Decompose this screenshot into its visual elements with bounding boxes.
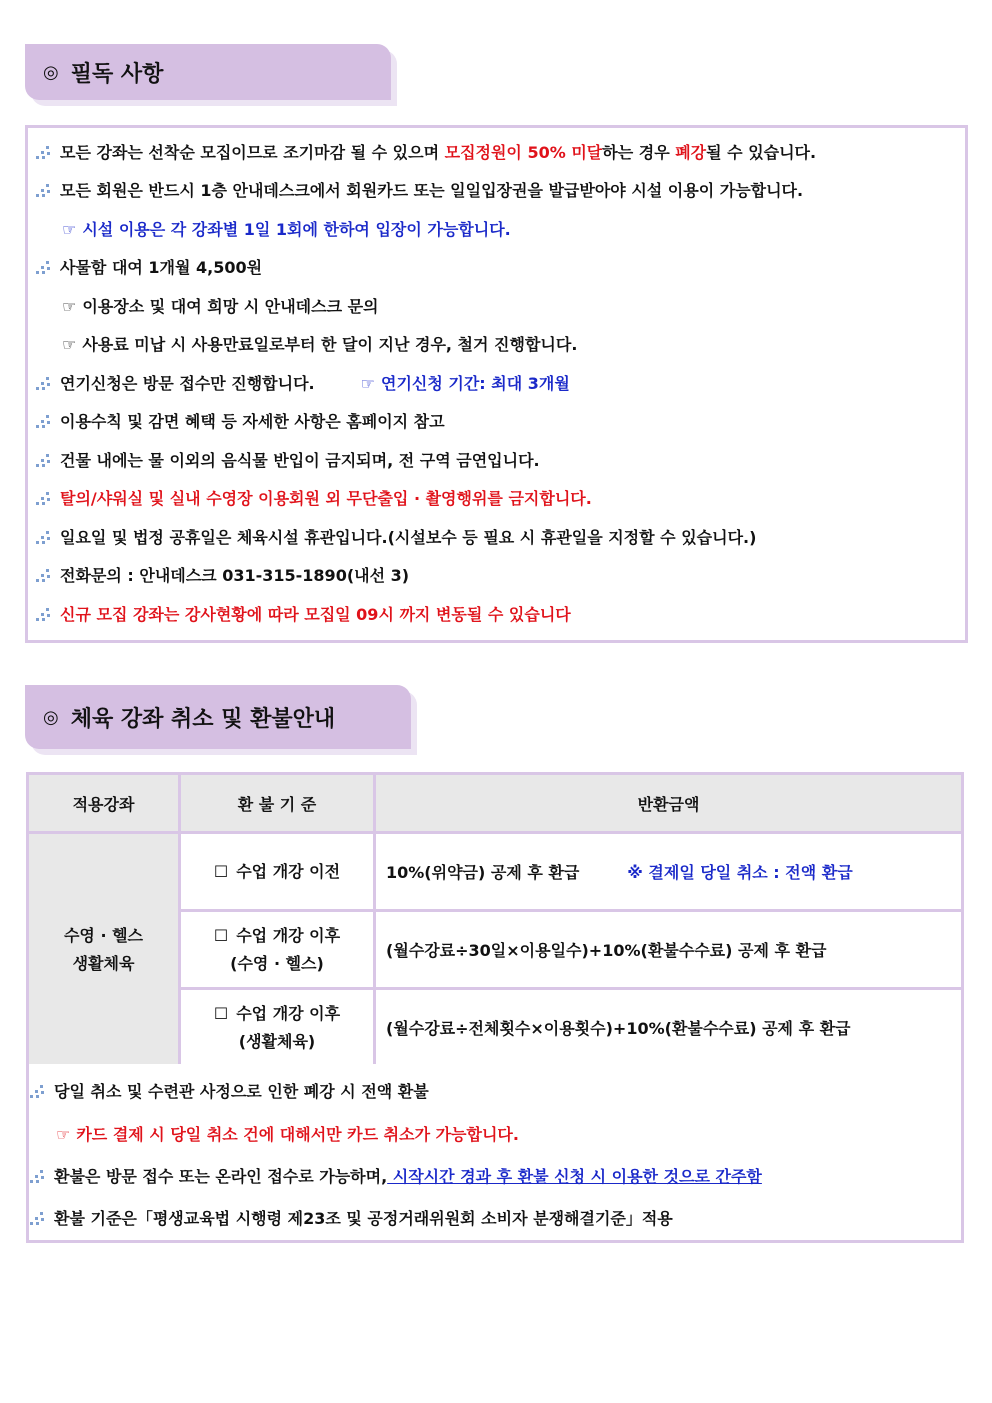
- dots-bullet-icon: [36, 568, 52, 582]
- section-title: 체육 강좌 취소 및 환불안내: [70, 706, 336, 732]
- refund-table: [26, 772, 964, 1068]
- list-item: 당일 취소 및 수련관 사정으로 인한 폐강 시 전액 환불: [30, 1082, 982, 1102]
- column-header: 적용강좌: [28, 774, 180, 833]
- dots-bullet-icon: [30, 1169, 46, 1183]
- table-row: [28, 833, 963, 911]
- checkbox-icon: ☐: [213, 861, 229, 881]
- note-text: ※ 결제일 당일 취소 : 전액 환급: [627, 863, 853, 882]
- table-header-row: [28, 774, 963, 833]
- checkbox-icon: ☐: [213, 925, 229, 945]
- list-subitem: ☞ 사용료 미납 시 사용만료일로부터 한 달이 지난 경우, 철거 진행합니다.: [62, 335, 578, 354]
- amount-cell: 10%(위약금) 공제 후 환급 ※ 결제일 당일 취소 : 전액 환급: [375, 833, 963, 911]
- column-header: 환 불 기 준: [180, 774, 375, 833]
- dots-bullet-icon: [36, 607, 52, 621]
- category-cell: 수영 · 헬스 생활체육: [28, 833, 180, 1067]
- list-item: 신규 모집 강좌는 강사현황에 따라 모집일 09시 까지 변동될 수 있습니다: [36, 605, 982, 625]
- dots-bullet-icon: [36, 414, 52, 428]
- dots-bullet-icon: [30, 1211, 46, 1225]
- list-item: 모든 회원은 반드시 1층 안내데스크에서 회원카드 또는 일일입장권을 발급받아야 시설 이용이 가능합니다.: [36, 181, 982, 201]
- list-subitem: ☞ 카드 결제 시 당일 취소 건에 대해서만 카드 취소가 가능합니다.: [56, 1125, 519, 1144]
- dots-bullet-icon: [30, 1084, 46, 1098]
- criteria-cell: ☐ 수업 개강 이전: [180, 833, 375, 911]
- list-subitem: ☞ 이용장소 및 대여 희망 시 안내데스크 문의: [62, 297, 379, 316]
- checkbox-icon: ☐: [213, 1003, 229, 1023]
- list-item: 환불 기준은「평생교육법 시행령 제23조 및 공정거래위원회 소비자 분쟁해결기준」적용: [30, 1209, 982, 1229]
- list-item: 연기신청은 방문 접수만 진행합니다. ☞ 연기신청 기간: 최대 3개월: [36, 374, 982, 394]
- pointing-hand-icon: ☞: [62, 335, 77, 354]
- list-item: 이용수칙 및 감면 혜택 등 자세한 사항은 홈페이지 참고: [36, 412, 982, 432]
- section-header-notice: [25, 44, 391, 100]
- list-item: 일요일 및 법정 공휴일은 체육시설 휴관입니다.(시설보수 등 필요 시 휴관일을 지정할 수 있습니다.): [36, 528, 982, 548]
- dots-bullet-icon: [36, 260, 52, 274]
- section-header-refund: [25, 685, 411, 749]
- pointing-hand-icon: ☞: [360, 374, 375, 393]
- dots-bullet-icon: [36, 453, 52, 467]
- criteria-cell: ☐ 수업 개강 이후 (수영 · 헬스): [180, 911, 375, 989]
- list-item: 환불은 방문 접수 또는 온라인 접수로 가능하며, 시작시간 경과 후 환불 신청 시 이용한 것으로 간주함: [30, 1167, 982, 1187]
- amount-cell: (월수강료÷30일×이용일수)+10%(환불수수료) 공제 후 환급: [375, 911, 963, 989]
- list-item: 건물 내에는 물 이외의 음식물 반입이 금지되며, 전 구역 금연입니다.: [36, 451, 982, 471]
- dots-bullet-icon: [36, 530, 52, 544]
- list-item: 사물함 대여 1개월 4,500원: [36, 258, 982, 278]
- list-subitem: ☞ 시설 이용은 각 강좌별 1일 1회에 한하여 입장이 가능합니다.: [62, 220, 511, 239]
- pointing-hand-icon: ☞: [62, 297, 77, 316]
- amount-cell: (월수강료÷전체횟수×이용횟수)+10%(환불수수료) 공제 후 환급: [375, 989, 963, 1067]
- list-item: 탈의/샤워실 및 실내 수영장 이용회원 외 무단출입 · 촬영행위를 금지합니다.: [36, 489, 982, 509]
- dots-bullet-icon: [36, 183, 52, 197]
- pointing-hand-icon: ☞: [62, 220, 77, 239]
- dots-bullet-icon: [36, 145, 52, 159]
- list-item: 모든 강좌는 선착순 모집이므로 조기마감 될 수 있으며 모집정원이 50% 미달하는 경우 폐강될 수 있습니다.: [36, 143, 982, 163]
- criteria-cell: ☐ 수업 개강 이후 (생활체육): [180, 989, 375, 1067]
- dots-bullet-icon: [36, 376, 52, 390]
- dots-bullet-icon: [36, 491, 52, 505]
- column-header: 반환금액: [375, 774, 963, 833]
- section-title: 필독 사항: [70, 61, 164, 87]
- double-circle-icon: ◎: [43, 61, 59, 83]
- pointing-hand-icon: ☞: [56, 1125, 71, 1144]
- list-item: 전화문의 : 안내데스크 031-315-1890(내선 3): [36, 566, 982, 586]
- double-circle-icon: ◎: [43, 706, 59, 728]
